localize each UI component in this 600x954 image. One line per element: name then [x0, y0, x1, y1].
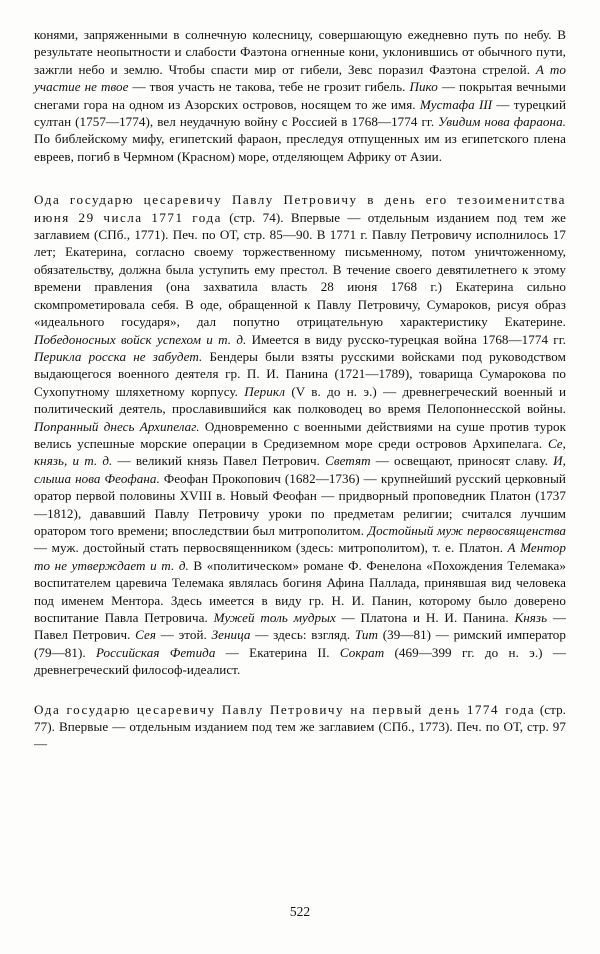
text-run: Феофан Прокопович (1682—1736) — крупнейший русский церковный оратор первой половины XVIII в. Новый Феофан — придворный проповедник Платон (1737—1812), дававший Павлу Петровичу уроки по предметам религии; считался лучшим оратором того времени; впоследствии был митрополитом.: [34, 470, 566, 538]
page-number: 522: [289, 904, 311, 919]
paragraph-commentary-3: [34, 701, 566, 753]
text-run: — Платона и Н. И. Панина.: [335, 610, 515, 625]
text-run-italic: Тит: [354, 627, 379, 643]
text-run: (V в. до н. э.) — древнегреческий военный и политический деятель, прославившийся как полководец во время Пелопоннесской войны.: [34, 383, 567, 417]
text-run: В «политическом» романе Ф. Фенелона «Похождения Телемака» воспитателем царевича Телемака являлась богиня Афина Паллада, принявшая вид человека под именем Ментора. Здесь имеется в виду гр. Н. И. Панин, которому было доверено воспитание Павла Петровича.: [34, 557, 566, 625]
text-run: — этой.: [156, 627, 212, 643]
text-run-italic: Се, князь, и т. д.: [34, 435, 566, 469]
text-run-italic: Сократ: [339, 644, 385, 660]
text-run: — Екатерина II.: [215, 644, 340, 660]
text-run-italic: Победоносных войск успехом и т. д.: [34, 331, 247, 347]
paragraph-commentary-1: [34, 26, 566, 165]
text-run: Бендеры были взяты русскими войсками под руководством выдающегося военного деятеля гр. П. И. Панина (1721—1789), товарища Сумарокова по Сухопутному шляхетному корпусу.: [34, 348, 566, 399]
paragraph-commentary-2: [34, 191, 566, 678]
text-run-italic: И, слыша нова Феофана.: [34, 453, 566, 486]
text-run-italic: Мужей толь мудрых: [213, 610, 336, 625]
text-run: — здесь: взгляд.: [250, 627, 355, 643]
text-run-italic: Мустафа III: [419, 96, 493, 112]
text-run: — освещают, приносят славу.: [370, 453, 554, 469]
text-run-italic: Перикл: [244, 383, 286, 399]
text-run-heading: Ода государю цесаревичу Павлу Петровичу в день его тезоименитства июня 29 числа 1771 года: [34, 192, 566, 225]
text-run: (469—399 гг. до н. э.) — древнегреческий философ-идеалист.: [34, 644, 567, 678]
text-run-italic: Светят: [325, 453, 371, 469]
text-run: — Павел Петрович.: [34, 610, 567, 643]
text-run: — муж. достойный стать первосвященником (здесь: митрополитом), т. е. Платон.: [34, 540, 508, 556]
text-run: (стр. 74). Впервые — отдельным изданием под тем же заглавием (СПб., 1771). Печ. по ОТ, стр. 85—90. В 1771 г. Павлу Петровичу исполнилось 17 лет; Екатерина, согласно своему торжественному письменному, потом уничтоженному, обязательству, должна была уступить ему престол. В течение своего девятилетнего к этому времени правления (она захватила власть 28 июня 1768 г.) Екатерина сильно скомпрометировала себя. В оде, обращенной к Павлу Петровичу, Сумароков, рисуя образ «идеального государя», дал попутно отрицательную характеристику Екатерине.: [34, 209, 566, 330]
text-run-italic: А Ментор то не утверждает и т. д.: [34, 540, 566, 573]
text-run: конями, запряженными в солнечную колесницу, совершающую ежедневно путь по небу. В результате неопытности и слабости Фаэтона огненные кони, уклонившись от обычного пути, зажгли небо и землю. Чтобы спасти мир от гибели, Зевс поразил Фаэтона стрелой.: [34, 27, 566, 77]
text-run: Имеется в виду русско-турецкая война 1768—1774 гг.: [246, 331, 566, 347]
text-run-italic: А то участие не твое: [34, 61, 566, 95]
text-run-italic: Пико: [409, 79, 438, 95]
text-run-italic: Князь: [514, 610, 548, 625]
text-run-italic: Достойный муж первосвященства: [367, 522, 566, 538]
text-run: — покрытая вечными снегами гора на одном из Азорских островов, носящем то же имя.: [34, 79, 566, 112]
paragraph-spacer-2: [34, 679, 566, 701]
text-run-heading: Ода государю цесаревичу Павлу Петровичу на первый день 1774 года: [34, 701, 536, 717]
text-run-italic: Попранный днесь Архипелаг.: [34, 418, 200, 434]
text-run-italic: Российская Фетида: [95, 644, 216, 660]
paragraph-spacer-1: [34, 165, 566, 191]
text-run: По библейскому мифу, египетский фараон, преследуя отпущенных им из египетского плена евреев, погиб в Чермном (Красном) море, отделяющем Африку от Азии.: [34, 131, 566, 164]
text-run: (стр. 77). Впервые — отдельным изданием под тем же заглавием (СПб., 1773). Печ. по ОТ, стр. 97—: [34, 701, 566, 752]
text-run: (39—81) — римский император (79—81).: [34, 627, 566, 660]
text-run: Одновременно с военными действиями на суше против турок велись успешные морские операции в Средиземном море среди островов Архипелага.: [34, 418, 566, 451]
text-run-italic: Увидим нова фараона.: [438, 114, 566, 130]
text-run-italic: Зеница: [211, 627, 251, 643]
text-run: — великий князь Павел Петрович.: [112, 453, 326, 469]
text-run-italic: Перикла росска не забудет.: [34, 348, 203, 364]
text-run: — турецкий султан (1757—1774), вел неудачную войну с Россией в 1768—1774 гг.: [34, 96, 566, 130]
text-run-italic: Сея: [135, 627, 157, 643]
text-run: — твоя участь не такова, тебе не грозит гибель.: [128, 79, 410, 95]
